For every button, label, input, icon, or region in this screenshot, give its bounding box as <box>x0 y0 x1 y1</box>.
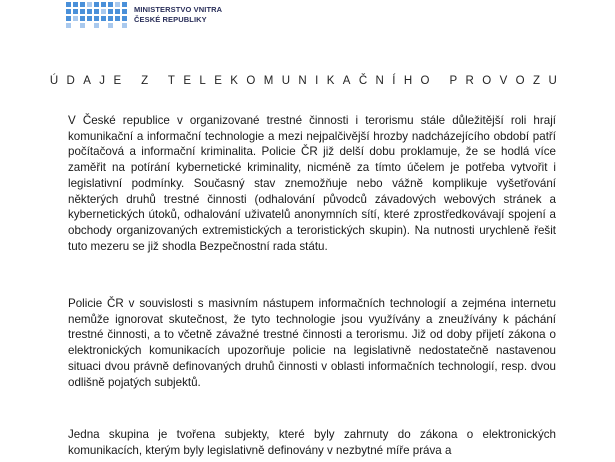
logo-line-2: ČESKÉ REPUBLIKY <box>134 14 207 24</box>
ministry-logo-text <box>134 5 222 24</box>
paragraph-2: Policie ČR v souvislosti s masivním nástupem informačních technologií a zejména internetu nemůže ignorovat skutečnost, že tyto technologie jsou využívány a zneužívány k páchání trestné činnosti, a to včetně závažné trestné činnosti a terorismu. Již od doby přijetí zákona o elektronických komunikacích upozorňuje policie na legislativně nedostatečně nastavenou situaci dvou právně definovaných druhů činnosti v oblasti informačních technologií, resp. dvou odlišně pojatých subjektů. <box>68 297 556 389</box>
ministry-logo <box>66 0 246 40</box>
logo-line-1: MINISTERSTVO VNITRA <box>134 5 223 14</box>
document-title: ÚDAJE Z TELEKOMUNIKAČNÍHO PROVOZU <box>49 75 566 87</box>
paragraph-3: Jedna skupina je tvořena subjekty, které byly zahrnuty do zákona o elektronických komunikacích, kterým byly legislativně definovány v nezbytné míře práva a <box>68 428 556 457</box>
ministry-logo-icon <box>66 0 128 34</box>
paragraph-1: V České republice v organizované trestné činnosti i terorismu stále důležitější roli hrají komunikační a informační technologie a mezi nejpalčivější hrozby nadcházejícího období patří počítačová a informační kriminalita. Policie ČR již delší dobu proklamuje, že se hodlá více zaměřit na potírání kybernetické kriminality, nicméně za tímto účelem je potřeba vytvořit i legislativní podmínky. Současný stav znemožňuje nebo vážně komplikuje vyšetřování některých druhů trestné činnosti (odhalování původců závadových webových stránek a kybernetických útoků, odhalování uživatelů anonymních sítí, které zprostředkovávají spojení a obchody organizovaných extremistických a teroristických skupin). Na nutnosti urychleně řešit tuto mezeru se již shodla Bezpečnostní rada státu. <box>68 114 556 253</box>
